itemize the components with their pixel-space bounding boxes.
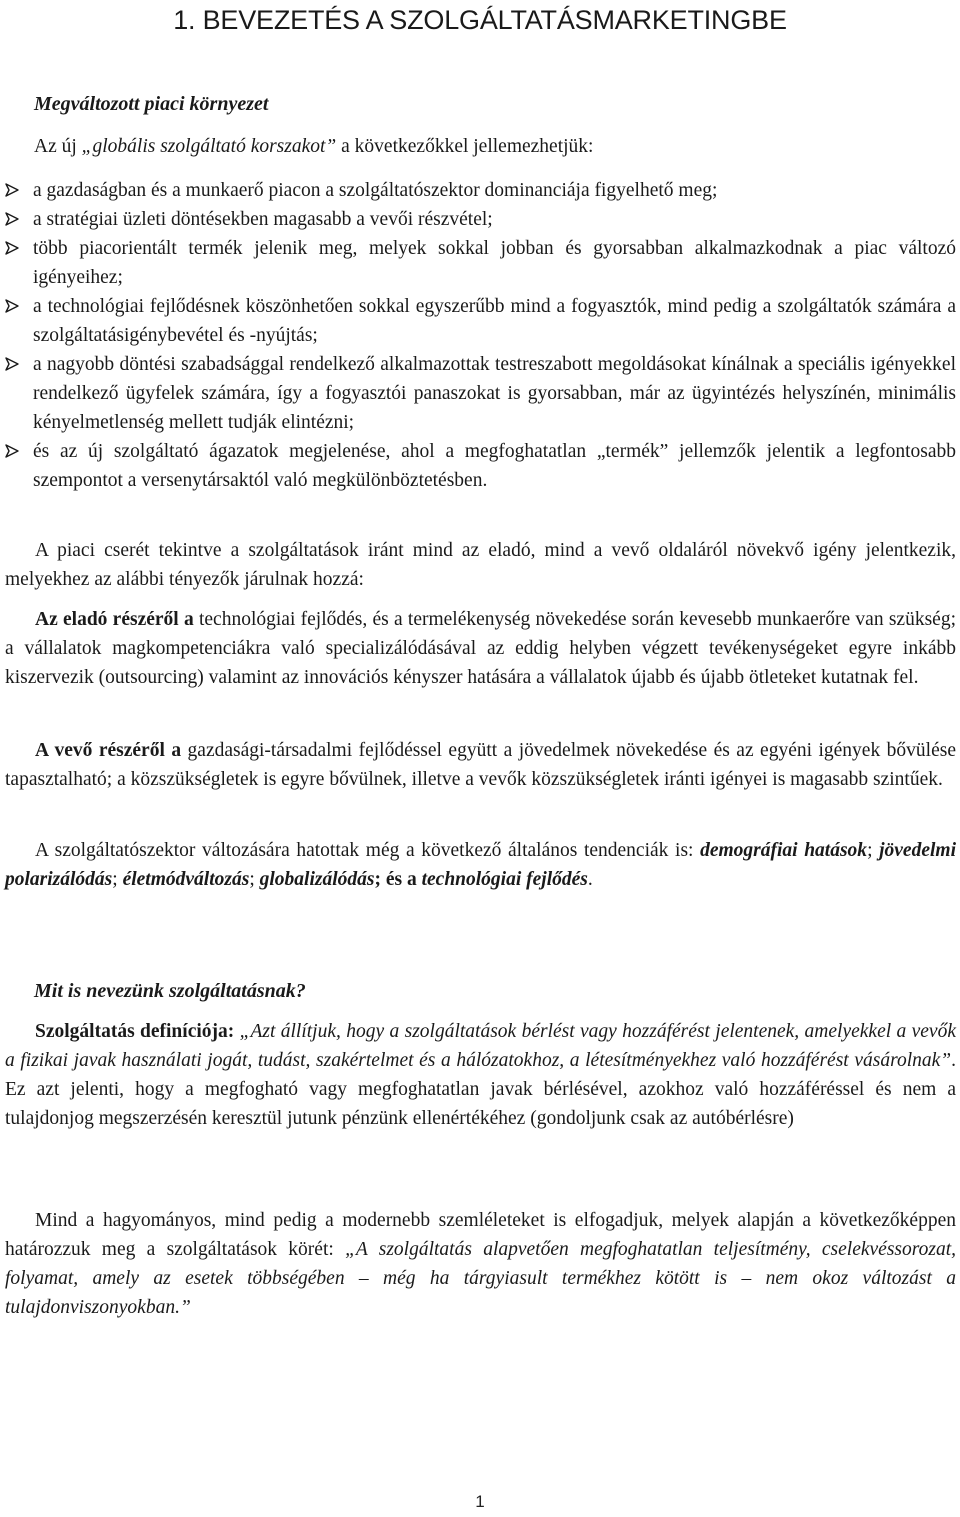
tendency-lifestyle: életmódváltozás [122, 869, 250, 890]
bullet-text: a stratégiai üzleti döntésekben magasabb a vevői részvétel; [33, 209, 493, 230]
paragraph-buyer [5, 736, 956, 794]
arrow-bullet-icon [5, 444, 19, 458]
definition-lead: Szolgáltatás definíciója: [35, 1021, 235, 1042]
bullet-list [5, 176, 956, 495]
list-item [5, 437, 956, 495]
page-number: 1 [475, 1492, 485, 1511]
buyer-lead: A vevő részéről a [35, 740, 182, 761]
buyer-text: gazdasági-társadalmi fejlődéssel együtt a jövedelmek növekedése és az egyéni igények bővülése tapasztalható; a közszükségletek is egyre bővülnek, illetve a vevők közszükségletek iránti igényei is magasabb szintűek. [5, 740, 956, 790]
tendencies-lead: A szolgáltatószektor változására hatottak még a következő általános tendenciák is: [35, 840, 701, 861]
definition-quote: „Azt állítjuk, hogy a szolgáltatások bérlést vagy hozzáférést jelentenek, amelyekkel a vevők a fizikai javak használati jogát, tudást, szakértelmet és a hálózatokhoz, a létesítményekhez való hozzáférést vásárolnak” [5, 1021, 956, 1071]
paragraph-seller [5, 605, 956, 692]
bullet-text: a technológiai fejlődésnek köszönhetően sokkal egyszerűbb mind a fogyasztók, mind pedig a szolgáltatók számára a szolgáltatásigénybevétel és -nyújtás; [33, 296, 956, 346]
scope-quote: „A szolgáltatás alapvetően megfoghatatlan teljesítmény, cselekvéssorozat, folyamat, amely az esetek többségében – még ha tárgyiasult termékhez kötött is – nem okoz változást a tulajdonviszonyokban.” [5, 1239, 956, 1318]
tendency-demographic: demográfiai hatások [700, 840, 868, 861]
scope-text: Mind a hagyományos, mind pedig a modernebb szemléleteket is elfogadjuk, melyek alapján a következőképpen határozzuk meg a szolgáltatások körét: [5, 1210, 956, 1260]
separator: ; [249, 869, 260, 890]
intro-line [34, 132, 956, 161]
arrow-bullet-icon [5, 183, 19, 197]
list-item [5, 176, 956, 205]
full-stop: . [587, 869, 593, 890]
intro-quote: „globális szolgáltató korszakot” [81, 136, 337, 157]
list-item [5, 234, 956, 292]
paragraph-demand: A piaci cserét tekintve a szolgáltatások iránt mind az eladó, mind a vevő oldaláról növekvő igény jelentkezik, melyekhez az alábbi tényezők járulnak hozzá: [5, 540, 956, 590]
arrow-bullet-icon [5, 357, 19, 371]
bullet-text: a gazdaságban és a munkaerő piacon a szolgáltatószektor dominanciája figyelhető meg; [33, 180, 718, 201]
list-item [5, 205, 956, 234]
bullet-text: több piacorientált termék jelenik meg, melyek sokkal jobban és gyorsabban alkalmazkodnak a piac változó igényeihez; [33, 238, 956, 288]
intro-text: Az új [34, 136, 82, 157]
paragraph-scope [5, 1206, 956, 1322]
seller-lead: Az eladó részéről a [35, 609, 194, 630]
paragraph-tendencies [5, 836, 956, 894]
arrow-bullet-icon [5, 212, 19, 226]
list-item [5, 350, 956, 437]
section-heading-definition: Mit is nevezünk szolgáltatásnak? [34, 980, 306, 1002]
bullet-text: a nagyobb döntési szabadsággal rendelkező alkalmazottak testreszabott megoldásokat kínálnak a speciális igényekkel rendelkező ügyfelek számára, így a fogyasztói panaszokat is gyorsabban, már az ügyintézés helyszínén, minimális kényelmetlenség mellett tudják elintézni; [33, 354, 956, 433]
definition-text: . Ez azt jelenti, hogy a megfogható vagy megfoghatatlan javak bérlésével, azokhoz való hozzáféréssel és nem a tulajdonjog megszerzésén keresztül jutunk pénzünk ellenértékéhez (gondoljunk csak az autóbérlésre) [5, 1050, 956, 1129]
separator: ; és a [374, 869, 422, 890]
tendency-technology: technológiai fejlődés [421, 869, 588, 890]
arrow-bullet-icon [5, 299, 19, 313]
bullet-text: és az új szolgáltató ágazatok megjelenése, ahol a megfoghatatlan „termék” jellemzők jelentik a legfontosabb szempontot a versenytársaktól való megkülönböztetésben. [33, 441, 956, 491]
chapter-title: 1. BEVEZETÉS A SZOLGÁLTATÁSMARKETINGBE [173, 5, 787, 35]
separator: ; [867, 840, 880, 861]
list-item [5, 292, 956, 350]
intro-text-end: a következőkkel jellemezhetjük: [336, 136, 594, 157]
tendency-globalization: globalizálódás [259, 869, 375, 890]
seller-text: technológiai fejlődés, és a termelékenység növekedése során kevesebb munkaerőre van szükség; a vállalatok magkompetenciákra való specializálódásával az eddig helyben végzett tevékenységeket egyre inkább kiszervezik (outsourcing) valamint az innovációs kényszer hatására a vállalatok újabb és újabb ötleteket kutatnak fel. [5, 609, 956, 688]
section-heading-environment: Megváltozott piaci környezet [34, 93, 269, 115]
paragraph-definition [5, 1017, 956, 1133]
tendency-income: jövedelmi polarizálódás [5, 840, 956, 890]
arrow-bullet-icon [5, 241, 19, 255]
separator: ; [112, 869, 123, 890]
